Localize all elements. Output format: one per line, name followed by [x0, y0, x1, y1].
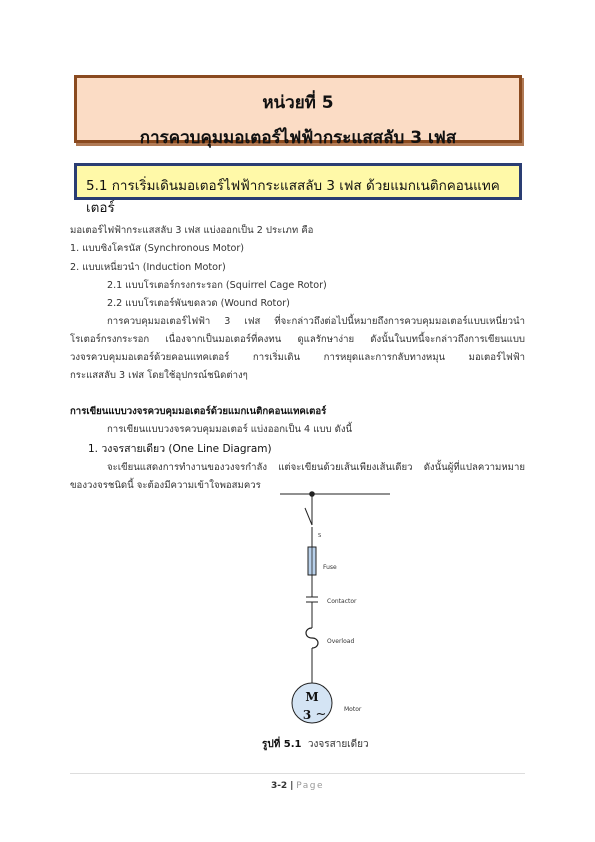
section-heading: 5.1 การเริ่มเดินมอเตอร์ไฟฟ้ากระแสสลับ 3 เฟส ด้วยแมกเนติกคอนแทคเตอร์	[86, 178, 500, 216]
footer-divider	[70, 773, 525, 774]
section-heading-box	[74, 163, 522, 216]
contactor-label: Contactor	[327, 598, 357, 605]
intro-item-induction: 2. แบบเหนี่ยวนำ (Induction Motor)	[70, 262, 226, 273]
paragraph-line: การควบคุมมอเตอร์ไฟฟ้า 3 เฟส ที่จะกล่าวถึงต่อไปนี้หมายถึงการควบคุมมอเตอร์แบบเหนี่ยวนำ	[107, 316, 525, 327]
paragraph-line: วงจรควบคุมมอเตอร์ด้วยคอนแทคเตอร์ การเริ่มเดิน การหยุดและการกลับทางหมุน มอเตอร์ไฟฟ้า	[70, 352, 525, 363]
page-word: Page	[296, 781, 325, 791]
paragraph-line: โรเตอร์กรงกระรอก เนื่องจากเป็นมอเตอร์ที่คงทน ดูแลรักษาง่าย ดังนั้นในบทนี้จะกล่าวถึงการเขียนแบบ	[70, 334, 525, 345]
intro-line: มอเตอร์ไฟฟ้ากระแสสลับ 3 เฟส แบ่งออกเป็น 2 ประเภท คือ	[70, 225, 314, 236]
figure-caption-text: วงจรสายเดียว	[307, 739, 369, 750]
figure-caption-number: รูปที่ 5.1	[262, 739, 302, 750]
chapter-unit: หน่วยที่ 5	[262, 93, 334, 113]
intro-item-squirrel-cage: 2.1 แบบโรเตอร์กรงกระรอก (Squirrel Cage Rotor)	[107, 280, 327, 291]
diagram-description-line: จะเขียนแสดงการทำงานของวงจรกำลัง แต่จะเขียนด้วยเส้นเพียงเส้นเดียว ดังนั้นผู้ที่แปลความหมาย	[107, 462, 525, 473]
motor-m-label: M	[305, 690, 319, 704]
one-line-diagram-item: 1. วงจรสายเดียว (One Line Diagram)	[88, 443, 272, 455]
page-number: 3-2	[270, 781, 288, 791]
overload-icon	[306, 628, 318, 648]
motor-label: Motor	[344, 706, 362, 713]
switch-label: S	[318, 533, 322, 539]
chapter-title-box	[74, 75, 522, 148]
one-line-diagram	[280, 485, 390, 730]
footer-separator: |	[290, 781, 294, 791]
overload-label: Overload	[327, 638, 355, 645]
page-footer	[0, 781, 595, 791]
motor-ac-symbol: ~	[315, 707, 327, 722]
motor-phase-label: 3	[302, 708, 312, 722]
intro-item-wound-rotor: 2.2 แบบโรเตอร์พันขดลวด (Wound Rotor)	[107, 298, 290, 309]
paragraph-line: กระแสสลับ 3 เฟส โดยใช้อุปกรณ์ชนิดต่างๆ	[70, 370, 248, 381]
subsection-heading: การเขียนแบบวงจรควบคุมมอเตอร์ด้วยแมกเนติกคอนแทคเตอร์	[70, 406, 327, 417]
switch-blade	[305, 508, 312, 525]
subsection-intro: การเขียนแบบวงจรควบคุมมอเตอร์ แบ่งออกเป็น 4 แบบ ดังนี้	[107, 424, 353, 435]
intro-item-synchronous: 1. แบบซิงโครนัส (Synchronous Motor)	[70, 243, 245, 254]
chapter-title: การควบคุมมอเตอร์ไฟฟ้ากระแสสลับ 3 เฟส	[139, 128, 457, 148]
diagram-description-line: ของวงจรชนิดนี้ จะต้องมีความเข้าใจพอสมควร	[70, 480, 261, 491]
figure-caption	[262, 737, 369, 752]
fuse-label: Fuse	[323, 564, 337, 571]
